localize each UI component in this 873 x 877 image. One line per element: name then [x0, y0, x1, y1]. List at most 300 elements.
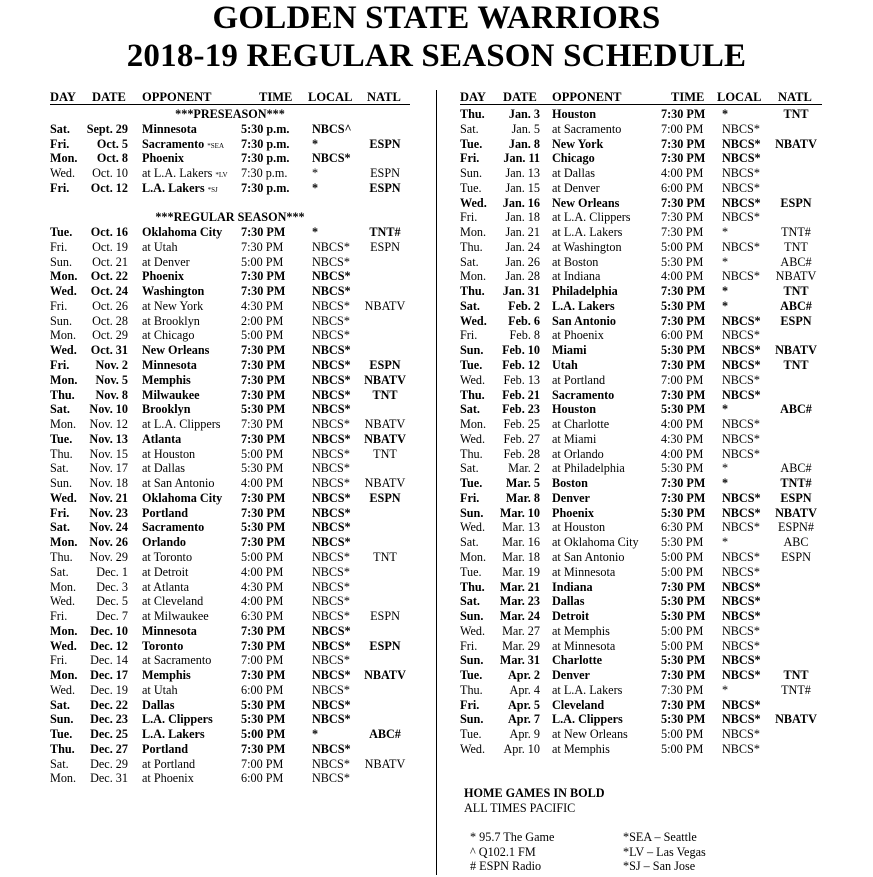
game-row-home — [50, 269, 410, 284]
game-national-broadcast: TNT# — [369, 225, 401, 240]
game-day: Mon. — [50, 623, 78, 638]
game-opponent: at Phoenix — [552, 328, 604, 343]
game-row-home — [50, 639, 410, 654]
game-date: Mar. 24 — [499, 609, 540, 624]
game-day: Wed. — [50, 594, 76, 609]
game-day: Thu. — [460, 107, 485, 121]
game-opponent-cell — [142, 550, 192, 565]
game-time: 6:00 PM — [241, 771, 284, 786]
game-opponent: Portland — [142, 505, 189, 520]
game-opponent-cell — [142, 284, 204, 299]
game-opponent: at L.A. Lakers — [142, 166, 213, 181]
game-opponent-cell — [142, 358, 197, 373]
game-local-broadcast: NBCS* — [312, 520, 351, 535]
game-day: Mon. — [50, 668, 78, 683]
game-local-broadcast: NBCS* — [312, 417, 350, 432]
game-opponent-cell — [142, 255, 190, 270]
game-opponent: at Minnesota — [552, 564, 616, 579]
game-row-away — [460, 447, 822, 462]
game-row-home — [50, 727, 410, 742]
game-date: Oct. 21 — [92, 254, 128, 269]
game-row-home — [460, 594, 822, 609]
game-opponent-cell — [552, 314, 616, 329]
header-time: TIME — [671, 90, 705, 104]
all-times-note: ALL TIMES PACIFIC — [464, 800, 576, 815]
game-row-home — [460, 506, 822, 521]
game-day: Fri. — [50, 180, 70, 195]
game-date: Dec. 19 — [90, 682, 128, 697]
game-row-away — [460, 210, 822, 225]
game-opponent-cell — [552, 373, 605, 388]
game-date: Feb. 12 — [502, 358, 540, 373]
game-national-broadcast: NBATV — [364, 372, 406, 387]
game-day: Sat. — [460, 594, 480, 609]
game-local-broadcast: NBCS* — [722, 328, 760, 343]
game-national-broadcast: NBATV — [775, 343, 817, 358]
game-day: Tue. — [460, 564, 482, 579]
game-day: Sun. — [50, 254, 73, 269]
game-local-broadcast: * — [722, 254, 729, 269]
game-national-broadcast: TNT — [783, 358, 809, 373]
game-local-broadcast: NBCS* — [312, 741, 351, 756]
game-opponent-cell — [552, 653, 602, 668]
game-time: 6:30 PM — [241, 609, 284, 624]
game-row-home — [460, 668, 822, 683]
game-opponent: Oklahoma City — [142, 225, 223, 240]
game-local-broadcast: NBCS* — [722, 712, 761, 727]
game-opponent: L.A. Lakers — [552, 298, 615, 313]
header-opponent: OPPONENT — [142, 90, 212, 104]
header-time: TIME — [259, 90, 293, 104]
game-time: 5:30 PM — [661, 535, 704, 550]
game-date: Dec. 27 — [90, 741, 128, 756]
game-day: Fri. — [50, 653, 68, 668]
game-date: Oct. 16 — [90, 225, 128, 240]
game-local-broadcast: NBCS* — [722, 564, 760, 579]
game-national-broadcast: NBATV — [364, 431, 406, 446]
game-time: 7:30 PM — [661, 313, 706, 328]
game-day: Sun. — [460, 505, 484, 520]
page-subtitle: 2018-19 REGULAR SEASON SCHEDULE — [126, 38, 747, 74]
game-opponent: Sacramento — [142, 136, 205, 151]
game-local-broadcast: NBCS* — [722, 727, 760, 742]
game-local-broadcast: NBCS* — [312, 535, 351, 550]
game-date: Nov. 24 — [89, 520, 128, 535]
game-row-away — [460, 225, 822, 240]
game-row-away — [50, 609, 410, 624]
game-national-broadcast: ESPN — [780, 313, 812, 328]
game-time: 5:30 PM — [241, 697, 286, 712]
game-row-away — [460, 417, 822, 432]
game-row-away — [460, 255, 822, 270]
game-row-away — [460, 520, 822, 535]
game-time: 7:30 PM — [661, 490, 706, 505]
game-date: Nov. 12 — [89, 417, 128, 432]
header-natl: NATL — [778, 90, 812, 104]
game-row-home — [460, 107, 822, 122]
game-date: Nov. 21 — [89, 490, 128, 505]
game-opponent-cell — [142, 476, 214, 491]
game-row-home — [50, 151, 410, 166]
game-opponent: Philadelphia — [552, 284, 618, 299]
game-national-broadcast: NBATV — [364, 668, 406, 683]
game-row-away — [50, 166, 410, 181]
game-day: Tue. — [460, 136, 483, 151]
game-time: 5:30 PM — [661, 461, 704, 476]
game-local-broadcast: NBCS* — [722, 151, 761, 166]
game-opponent: at Portland — [142, 756, 196, 771]
game-opponent-cell — [552, 461, 625, 476]
game-opponent-cell — [142, 343, 209, 358]
game-row-away — [460, 432, 822, 447]
game-day: Sat. — [50, 121, 70, 136]
game-local-broadcast: NBCS* — [722, 210, 760, 225]
game-day: Sat. — [50, 461, 69, 476]
game-date: Nov. 2 — [95, 358, 128, 373]
game-time: 5:30 PM — [661, 254, 704, 269]
game-day: Thu. — [50, 387, 75, 402]
game-opponent: at Philadelphia — [552, 461, 625, 476]
game-day: Fri. — [50, 609, 68, 624]
section-heading-text: ***PRESEASON*** — [175, 107, 285, 121]
game-row-away — [460, 535, 822, 550]
game-date: Dec. 29 — [90, 756, 128, 771]
game-opponent-cell — [552, 712, 623, 727]
game-row-away — [460, 269, 822, 284]
game-opponent: Detroit — [552, 609, 589, 624]
game-national-broadcast: ABC# — [780, 402, 812, 417]
game-opponent-cell — [142, 447, 195, 462]
game-opponent: at Portland — [552, 372, 606, 387]
game-opponent-cell — [552, 269, 600, 284]
game-time: 4:00 PM — [241, 594, 284, 609]
game-row-away — [50, 757, 410, 772]
game-date: Feb. 25 — [503, 417, 540, 432]
game-time: 5:00 PM — [661, 741, 704, 756]
game-opponent-cell — [552, 166, 595, 181]
game-time: 7:30 p.m. — [241, 166, 288, 181]
game-local-broadcast: * — [312, 180, 319, 195]
game-date: Jan. 21 — [505, 225, 540, 240]
game-row-home — [50, 225, 410, 240]
game-day: Mon. — [50, 535, 78, 550]
game-opponent: at Charlotte — [552, 417, 610, 432]
game-day: Sun. — [460, 712, 484, 727]
game-local-broadcast: NBCS* — [722, 269, 760, 284]
game-time: 5:00 PM — [241, 549, 284, 564]
game-day: Sat. — [50, 402, 70, 417]
game-date: Jan. 26 — [505, 254, 540, 269]
game-day: Mon. — [460, 269, 487, 284]
game-local-broadcast: NBCS* — [312, 638, 351, 653]
game-opponent-cell — [552, 181, 600, 196]
game-day: Fri. — [460, 638, 478, 653]
game-row-away — [50, 653, 410, 668]
game-time: 7:30 PM — [241, 431, 286, 446]
game-opponent: Utah — [552, 358, 578, 373]
game-date: Jan. 24 — [505, 239, 540, 254]
game-row-away — [460, 181, 822, 196]
game-date: Mar. 21 — [499, 579, 540, 594]
game-date: Oct. 29 — [92, 328, 128, 343]
game-opponent-cell — [142, 580, 189, 595]
game-row-away — [50, 240, 410, 255]
game-opponent: at Brooklyn — [142, 313, 200, 328]
game-row-away — [50, 580, 410, 595]
game-day: Mon. — [50, 372, 78, 387]
game-time: 7:30 p.m. — [241, 151, 290, 166]
game-date: Mar. 23 — [499, 594, 540, 609]
game-opponent-cell — [552, 402, 596, 417]
game-day: Wed. — [460, 313, 487, 328]
game-national-broadcast: ESPN — [369, 358, 401, 373]
game-opponent: Phoenix — [142, 269, 184, 284]
game-date: Dec. 25 — [90, 727, 128, 742]
game-opponent-cell — [142, 417, 221, 432]
game-date: Oct. 24 — [90, 284, 128, 299]
game-time: 4:00 PM — [661, 417, 704, 432]
game-day: Sat. — [50, 564, 69, 579]
game-local-broadcast: NBCS* — [722, 136, 761, 151]
game-time: 4:30 PM — [241, 298, 284, 313]
schedule-rows-left — [50, 107, 410, 786]
column-headers — [460, 90, 822, 106]
game-row-home — [50, 388, 410, 403]
game-day: Fri. — [460, 490, 480, 505]
game-local-broadcast: NBCS* — [722, 387, 761, 402]
game-date: Nov. 8 — [95, 387, 128, 402]
game-national-broadcast: ABC# — [780, 461, 812, 476]
game-local-broadcast: NBCS* — [722, 579, 761, 594]
game-local-broadcast: NBCS* — [312, 579, 350, 594]
game-row-home — [460, 358, 822, 373]
game-local-broadcast: NBCS* — [722, 166, 760, 181]
game-time: 5:30 PM — [241, 520, 286, 535]
game-date: Feb. 10 — [502, 343, 540, 358]
game-local-broadcast: NBCS* — [312, 328, 350, 343]
game-date: Dec. 23 — [90, 712, 128, 727]
game-opponent-cell — [552, 299, 615, 314]
location-legend — [623, 830, 706, 874]
game-local-broadcast: * — [722, 107, 729, 121]
game-time: 5:30 PM — [661, 609, 706, 624]
game-day: Wed. — [50, 490, 77, 505]
game-opponent: L.A. Clippers — [142, 712, 213, 727]
game-opponent: at Houston — [552, 520, 606, 535]
game-time: 7:30 PM — [661, 682, 704, 697]
game-date: Jan. 3 — [508, 107, 540, 121]
game-date: Feb. 2 — [508, 298, 540, 313]
game-day: Fri. — [460, 328, 478, 343]
game-local-broadcast: NBCS* — [722, 446, 760, 461]
game-opponent: Miami — [552, 343, 587, 358]
game-local-broadcast: NBCS* — [312, 771, 350, 786]
game-time: 4:30 PM — [241, 579, 284, 594]
game-opponent: Minnesota — [142, 623, 197, 638]
game-opponent-cell — [142, 609, 209, 624]
game-opponent: at Phoenix — [142, 771, 194, 786]
game-row-home — [460, 196, 822, 211]
game-local-broadcast: NBCS* — [312, 358, 351, 373]
game-local-broadcast: NBCS* — [312, 609, 350, 624]
game-row-home — [460, 698, 822, 713]
game-opponent: at Atlanta — [142, 579, 190, 594]
game-opponent: Phoenix — [552, 505, 594, 520]
game-opponent-cell — [552, 196, 619, 211]
game-opponent-cell — [142, 639, 183, 654]
game-row-home — [460, 402, 822, 417]
game-day: Sun. — [50, 712, 74, 727]
game-row-away — [50, 683, 410, 698]
venue-marker: *SJ — [207, 185, 218, 194]
game-time: 5:30 PM — [241, 712, 286, 727]
game-row-away — [460, 373, 822, 388]
game-date: Feb. 8 — [509, 328, 540, 343]
game-opponent-cell — [552, 447, 604, 462]
game-local-broadcast: NBCS* — [312, 254, 350, 269]
game-row-home — [50, 712, 410, 727]
game-date: Feb. 13 — [503, 372, 540, 387]
game-opponent: Orlando — [142, 535, 187, 550]
game-local-broadcast: NBCS* — [312, 564, 350, 579]
game-day: Wed. — [460, 741, 486, 756]
game-date: Jan. 8 — [508, 136, 540, 151]
game-time: 7:30 PM — [661, 107, 706, 121]
game-local-broadcast: NBCS* — [722, 668, 761, 683]
legend-item: *SEA – Seattle — [623, 830, 697, 844]
game-opponent-cell — [142, 314, 200, 329]
game-date: Jan. 28 — [505, 269, 540, 284]
game-time: 7:00 PM — [661, 372, 704, 387]
game-opponent-cell — [142, 225, 222, 240]
game-time: 5:30 PM — [661, 653, 706, 668]
game-day: Sat. — [50, 697, 70, 712]
game-opponent: Oklahoma City — [142, 490, 223, 505]
spacer-row — [50, 196, 410, 211]
game-day: Sat. — [460, 254, 479, 269]
game-national-broadcast: ABC — [783, 535, 809, 550]
game-row-home — [50, 402, 410, 417]
game-row-home — [50, 122, 410, 137]
game-day: Fri. — [50, 136, 70, 151]
game-local-broadcast: NBCS* — [722, 505, 761, 520]
game-local-broadcast: * — [722, 284, 729, 299]
game-time: 7:30 PM — [241, 343, 286, 358]
game-time: 6:00 PM — [241, 682, 284, 697]
game-local-broadcast: * — [722, 682, 729, 697]
game-time: 5:30 p.m. — [241, 121, 290, 136]
game-opponent: Charlotte — [552, 653, 603, 668]
game-opponent-cell — [552, 417, 609, 432]
game-local-broadcast: NBCS* — [722, 490, 761, 505]
game-row-away — [460, 565, 822, 580]
game-opponent-cell — [142, 668, 191, 683]
game-date: Nov. 10 — [89, 402, 128, 417]
game-date: Oct. 28 — [92, 313, 128, 328]
game-opponent-cell — [552, 240, 622, 255]
game-opponent-cell — [142, 624, 197, 639]
game-row-away — [460, 550, 822, 565]
game-opponent-cell — [552, 565, 615, 580]
game-time: 7:30 PM — [241, 284, 286, 299]
game-opponent: Brooklyn — [142, 402, 191, 417]
game-opponent: at L.A. Clippers — [552, 210, 631, 225]
game-opponent: New Orleans — [552, 195, 620, 210]
game-time: 7:30 PM — [241, 417, 284, 432]
game-day: Wed. — [460, 195, 487, 210]
game-date: Dec. 5 — [96, 594, 128, 609]
game-national-broadcast: ESPN — [370, 166, 400, 181]
game-time: 7:30 PM — [241, 638, 286, 653]
game-date: Oct. 26 — [92, 298, 128, 313]
game-time: 7:00 PM — [241, 756, 284, 771]
game-date: Jan. 18 — [505, 210, 540, 225]
game-local-broadcast: NBCS* — [722, 313, 761, 328]
game-local-broadcast: NBCS* — [722, 609, 761, 624]
game-day: Sun. — [460, 653, 484, 668]
game-opponent: at Memphis — [552, 623, 610, 638]
game-national-broadcast: ESPN — [781, 549, 811, 564]
game-day: Tue. — [460, 668, 483, 683]
legend-item: *SJ – San Jose — [623, 859, 696, 873]
game-local-broadcast: * — [312, 136, 319, 151]
game-opponent-cell — [552, 137, 603, 152]
game-national-broadcast: ESPN# — [778, 520, 814, 535]
game-opponent: at L.A. Clippers — [142, 417, 221, 432]
game-opponent: at L.A. Lakers — [552, 225, 623, 240]
game-day: Thu. — [50, 549, 73, 564]
game-row-home — [50, 137, 410, 152]
game-national-broadcast: ESPN — [369, 136, 401, 151]
game-opponent-cell — [552, 491, 590, 506]
game-time: 5:00 PM — [241, 328, 284, 343]
game-national-broadcast: TNT — [783, 668, 809, 683]
game-row-home — [50, 535, 410, 550]
game-national-broadcast: TNT — [373, 549, 397, 564]
game-day: Mon. — [50, 151, 78, 166]
game-time: 7:30 PM — [241, 239, 284, 254]
header-natl: NATL — [367, 90, 401, 104]
game-opponent: at Cleveland — [142, 594, 204, 609]
game-date: Apr. 2 — [507, 668, 540, 683]
game-day: Mon. — [50, 417, 77, 432]
game-time: 7:30 PM — [661, 210, 704, 225]
game-local-broadcast: * — [722, 298, 729, 313]
game-opponent-cell — [552, 151, 595, 166]
game-day: Thu. — [50, 741, 75, 756]
legend-item: # ESPN Radio — [470, 859, 542, 873]
game-day: Fri. — [50, 298, 68, 313]
game-time: 7:30 PM — [241, 372, 286, 387]
game-opponent-cell — [142, 402, 191, 417]
game-opponent-cell — [142, 742, 188, 757]
game-national-broadcast: ESPN — [370, 609, 400, 624]
game-day: Thu. — [460, 284, 485, 299]
game-national-broadcast: ABC# — [780, 298, 812, 313]
game-opponent-cell — [142, 771, 194, 786]
header-day: DAY — [50, 90, 76, 104]
game-row-home — [50, 181, 410, 196]
game-local-broadcast: NBCS* — [312, 313, 350, 328]
game-opponent: Atlanta — [142, 431, 182, 446]
game-opponent-cell — [142, 269, 184, 284]
game-date: Jan. 11 — [503, 151, 540, 166]
game-day: Sat. — [50, 756, 69, 771]
game-opponent-cell — [552, 122, 621, 137]
game-date: Apr. 9 — [509, 727, 540, 742]
game-day: Thu. — [50, 446, 73, 461]
game-time: 7:30 PM — [661, 195, 706, 210]
